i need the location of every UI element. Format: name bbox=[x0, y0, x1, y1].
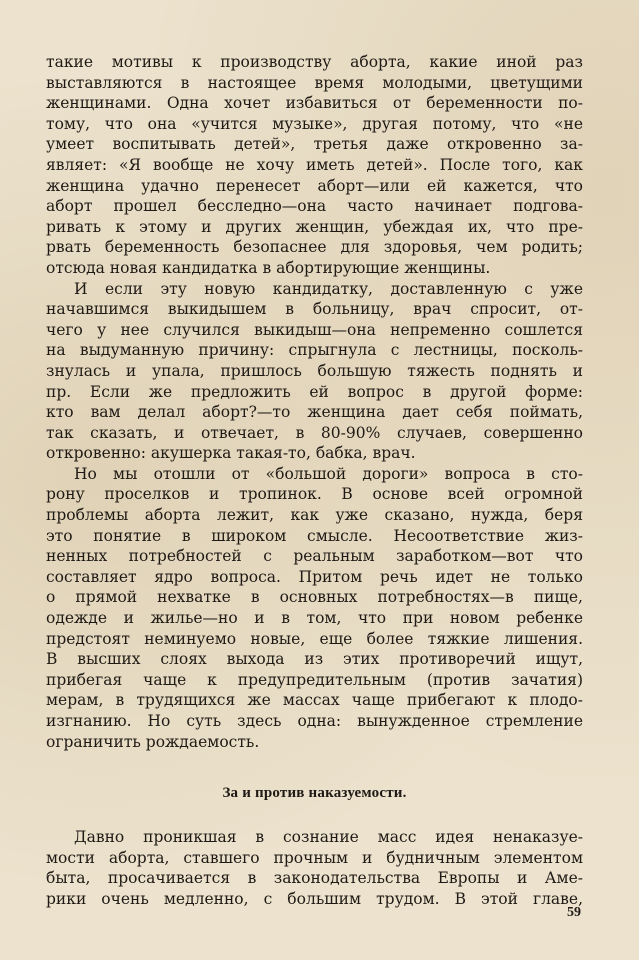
text-line: тому, что она «учится музыке», другая потому, что «не bbox=[46, 114, 583, 133]
text-line: выставляются в настоящее время молодыми, цветущими bbox=[46, 73, 583, 92]
text-line: мости аборта, ставшего прочным и будничным элементом bbox=[46, 848, 583, 867]
text-line: составляет ядро вопроса. Притом речь идет не только bbox=[46, 567, 583, 586]
text-line: женщинами. Одна хочет избавиться от беременности по- bbox=[46, 94, 583, 113]
text-line: рвать беременность безопаснее для здоровья, чем родить; bbox=[46, 238, 583, 257]
paragraph-2 bbox=[46, 279, 583, 464]
text-line: ограничить рождаемость. bbox=[46, 732, 260, 751]
section-heading: За и против наказуемости. bbox=[222, 785, 407, 802]
text-line: изгнанию. Но суть здесь одна: вынужденное стремление bbox=[46, 712, 583, 730]
text-line: такие мотивы к производству аборта, какие иной раз bbox=[46, 53, 583, 71]
paragraph-4 bbox=[46, 827, 583, 909]
text-line: мерам, в трудящихся же массах чаще прибегают к плодо- bbox=[46, 691, 583, 710]
text-line: одежде и жилье—но и в том, что при новом ребенке bbox=[46, 609, 583, 628]
text-line: умеет воспитывать детей», третья даже откровенно за- bbox=[46, 135, 583, 154]
text-line: И если эту новую кандидатку, доставленную с уже bbox=[74, 279, 583, 298]
text-line: это понятие в широком смысле. Несоответствие жиз- bbox=[46, 526, 583, 545]
text-line: Но мы отошли от «большой дороги» вопроса в сто- bbox=[74, 464, 583, 483]
text-line: ненных потребностей с реальным заработком—вот что bbox=[46, 547, 583, 566]
text-line: рики очень медленно, с большим трудом. В этой главе, bbox=[46, 889, 583, 908]
text-line: отсюда новая кандидатка в абортирующие женщины. bbox=[46, 258, 491, 277]
text-line: знулась и упала, пришлось большую тяжесть поднять и bbox=[46, 361, 583, 380]
text-line: В высших слоях выхода из этих противоречий ищут, bbox=[46, 650, 583, 669]
text-line: ривать к этому и других женщин, убеждая их, что пре- bbox=[46, 217, 583, 236]
paragraph-1 bbox=[46, 52, 583, 279]
page-number: 59 bbox=[567, 905, 581, 920]
paragraph-3 bbox=[46, 464, 583, 752]
text-line: откровенно: акушерка такая-то, бабка, врач. bbox=[46, 444, 416, 463]
text-line: рону проселков и тропинок. В основе всей огромной bbox=[46, 485, 583, 504]
text-line: так сказать, и отвечает, в 80-90% случаев, совершенно bbox=[46, 423, 583, 442]
text-line: кто вам делал аборт?—то женщина дает себя поймать, bbox=[46, 403, 583, 422]
text-line: на выдуманную причину: спрыгнула с лестницы, посколь- bbox=[46, 341, 583, 360]
text-line: предстоят неминуемо новые, еще более тяжкие лишения. bbox=[46, 629, 583, 648]
text-line: чего у нее случился выкидыш—она непременно сошлется bbox=[46, 320, 583, 339]
text-line: являет: «Я вообще не хочу иметь детей». После того, как bbox=[46, 155, 583, 174]
text-line: о прямой нехватке в основных потребностях—в пище, bbox=[46, 588, 583, 607]
text-line: прибегая чаще к предупредительным (против зачатия) bbox=[46, 670, 583, 689]
text-line: Давно проникшая в сознание масс идея ненаказуе- bbox=[74, 828, 583, 847]
text-line: проблемы аборта лежит, как уже сказано, нужда, беря bbox=[46, 506, 583, 525]
text-line: начавшимся выкидышем в больницу, врач спросит, от- bbox=[46, 300, 583, 319]
text-line: быта, просачивается в законодательства Европы и Аме- bbox=[46, 869, 583, 888]
text-line: пр. Если же предложить ей вопрос в другой форме: bbox=[46, 382, 583, 401]
text-line: аборт прошел бесследно—она часто начинает подгова- bbox=[46, 197, 583, 216]
text-line: женщина удачно перенесет аборт—или ей кажется, что bbox=[46, 176, 583, 195]
